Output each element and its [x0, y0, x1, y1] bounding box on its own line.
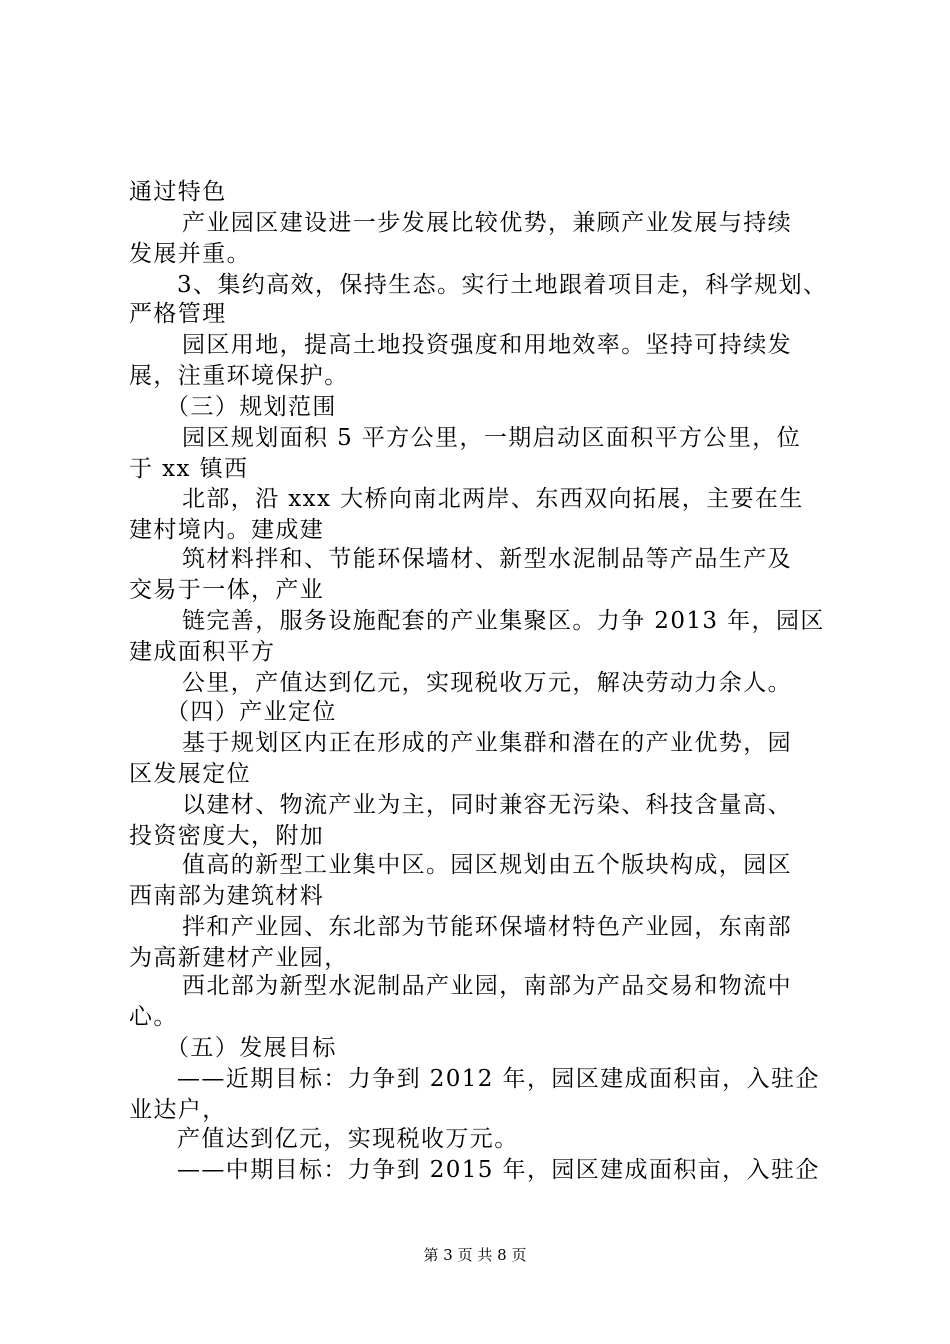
text-line: 3、集约高效，保持生态。实行土地跟着项目走，科学规划、	[177, 272, 828, 298]
text-line: 交易于一体，产业	[129, 577, 325, 603]
section-heading: （四）产业定位	[166, 699, 337, 725]
text-line: 发展并重。	[129, 241, 251, 267]
text-line: 展，注重环境保护。	[129, 363, 349, 389]
text-line: 区发展定位	[129, 761, 251, 787]
text-line: 北部，沿 xxx 大桥向南北两岸、东西双向拓展，主要在生	[182, 486, 804, 512]
text-line: 值高的新型工业集中区。园区规划由五个版块构成，园区	[182, 852, 792, 878]
text-line: 公里，产值达到亿元，实现税收万元，解决劳动力余人。	[182, 670, 792, 696]
text-line: 链完善，服务设施配套的产业集聚区。力争 2013 年，园区	[182, 608, 825, 634]
text-line: 拌和产业园、东北部为节能环保墙材特色产业园，东南部	[182, 914, 792, 940]
text-line: 于 xx 镇西	[129, 456, 249, 482]
text-line: 西南部为建筑材料	[129, 883, 325, 909]
text-line: 严格管理	[129, 301, 227, 327]
page-number-footer: 第 3 页 共 8 页	[423, 1246, 527, 1264]
section-heading: （五）发展目标	[166, 1035, 337, 1061]
text-line: 建村境内。建成建	[129, 517, 325, 543]
section-heading: （三）规划范围	[166, 394, 337, 420]
text-line: 基于规划区内正在形成的产业集群和潜在的产业优势，园	[182, 730, 792, 756]
text-line: ——中期目标：力争到 2015 年，园区建成面积亩，入驻企	[177, 1157, 820, 1183]
text-line: 以建材、物流产业为主，同时兼容无污染、科技含量高、	[182, 792, 792, 818]
text-line: 业达户，	[129, 1097, 227, 1123]
text-line: 建成面积平方	[129, 639, 276, 665]
text-line: 为高新建材产业园，	[129, 945, 349, 971]
text-line: 园区用地，提高土地投资强度和用地效率。坚持可持续发	[182, 332, 792, 358]
text-line: 筑材料拌和、节能环保墙材、新型水泥制品等产品生产及	[182, 546, 792, 572]
text-line: 产业园区建设进一步发展比较优势，兼顾产业发展与持续	[182, 210, 792, 236]
text-line: 园区规划面积 5 平方公里，一期启动区面积平方公里，位	[182, 425, 802, 451]
text-line: 产值达到亿元，实现税收万元。	[177, 1126, 519, 1152]
text-line: 心。	[129, 1004, 178, 1030]
text-line: 西北部为新型水泥制品产业园，南部为产品交易和物流中	[182, 973, 792, 999]
text-line: 投资密度大，附加	[129, 823, 325, 849]
text-line: 通过特色	[129, 179, 227, 205]
text-line: ——近期目标：力争到 2012 年，园区建成面积亩，入驻企	[177, 1066, 820, 1092]
